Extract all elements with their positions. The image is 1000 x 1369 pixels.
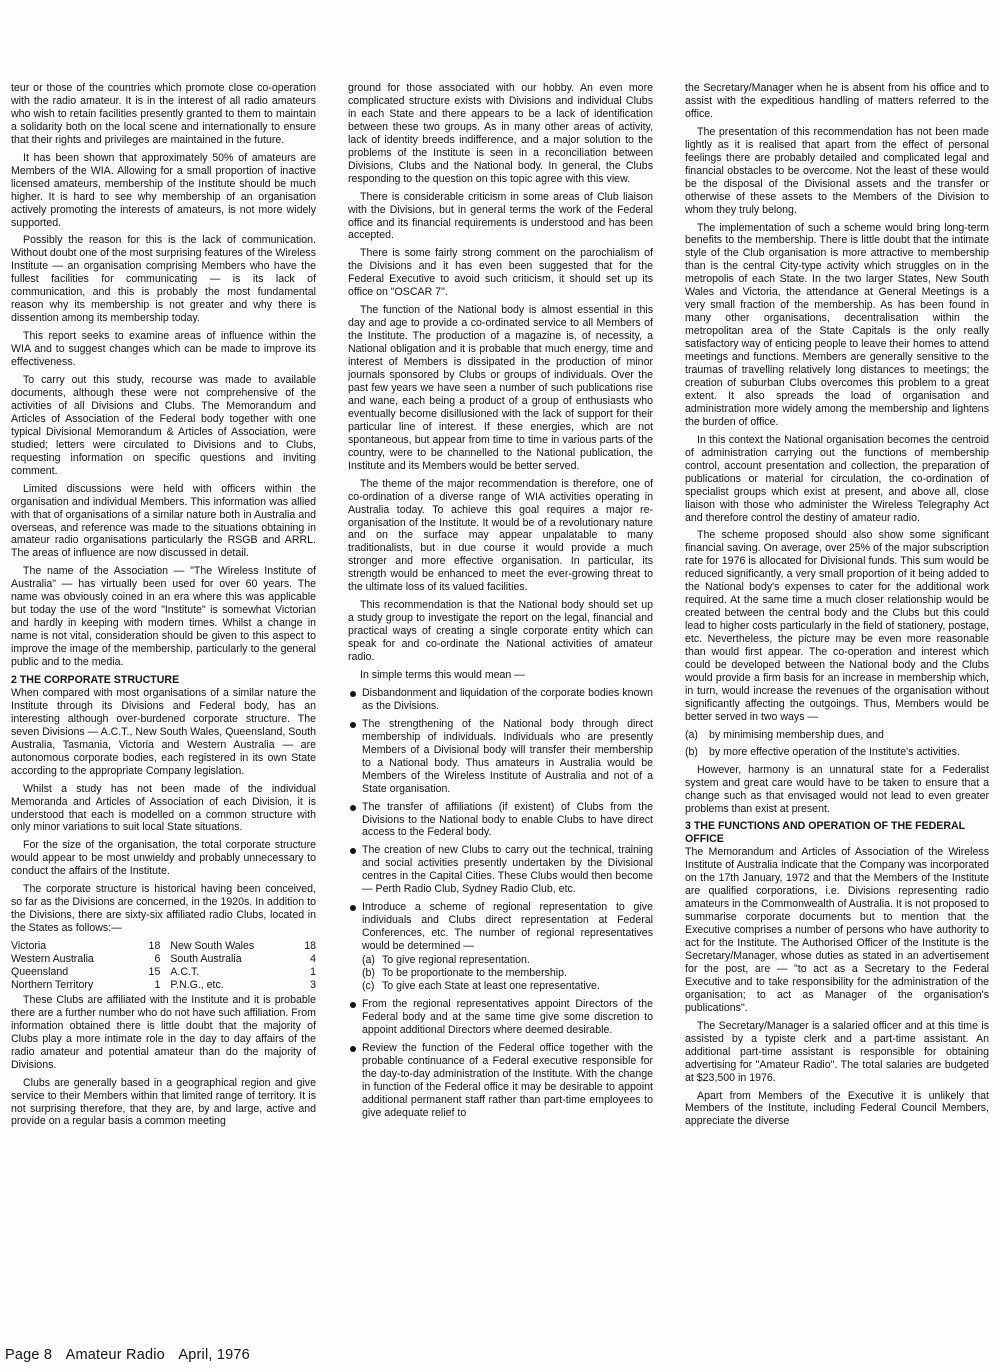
- page-footer: [5, 1346, 260, 1364]
- paragraph: To carry out this study, recourse was made to available documents, although these were not comprehensive of the activities of all Divisions and Clubs. The Memorandum and Articles of Association of the Federal body together with one typical Divisional Memorandum & Articles of Association, were studied; letters were circulated to Divisions and to Clubs, requesting information on specific questions and inviting comment.: [11, 374, 316, 477]
- paragraph: These Clubs are affiliated with the Institute and it is probable there are a further number who do not have such affiliation. From information obtained there is little doubt that the majority of Clubs play a more intimate role in the day to day affairs of the radio amateur and potential amateur than do the majority of Divisions.: [11, 993, 316, 1071]
- table-row: [11, 940, 316, 953]
- state-name: P.N.G., etc.: [170, 978, 224, 991]
- paragraph: The scheme proposed should also show some significant financial saving. On average, over 25% of the major subscription rate for 1976 is allocated for Divisional funds. This sum would be reduced significantly, a very small proportion of it being added to the National body's expenses to cater for the additional work required. At the same time a much closer relationship would be created between the central body and the Clubs but this could lead to higher costs particularly in the field of stationery, postage, etc. Nevertheless, the picture may be even more reasonable than would first appear. The co-operation and interest which could be developed between the National body and the Clubs would provide a firm basis for an increase in membership which, in turn, would increase the revenues of the organisation without significantly affecting the outgoings. Thus, Members would be better served in two ways —: [685, 529, 989, 723]
- option-item: [685, 729, 989, 742]
- club-count: 3: [310, 978, 316, 991]
- paragraph: The implementation of such a scheme would bring long-term benefits to the membership. There is little doubt that the intimate style of the Club organisation is more attractive to membership than is the central City-type activity which struggles on in the metropolis of each State. In the two larger States, New South Wales and Victoria, the attendance at General Meetings is a very small fraction of the membership. As has been found in many other organisations, decentralisation within the metropolitan area of the State Capitals is the only really satisfactory way of enticing people to leave their homes to attend meetings and functions. Members are generally sensitive to the traumas of travelling relatively long distances to meetings; the creation of suburban Clubs overcomes this problem to a great extent. It also spreads the load of organisation and administration more widely among the membership and lightens the burden of office.: [685, 221, 989, 428]
- column-3: [685, 82, 989, 1347]
- paragraph: Whilst a study has not been made of the individual Memoranda and Articles of Association of each Division, it is understood that each is modelled on a common structure with only minor variations to suit local State situations.: [11, 782, 316, 834]
- sub-item-label: (b): [362, 967, 375, 979]
- club-count: 15: [148, 966, 161, 978]
- option-list: [685, 729, 989, 759]
- list-item: [348, 801, 653, 840]
- footer-date: April, 1976: [178, 1347, 250, 1363]
- club-count: 18: [148, 940, 161, 953]
- list-item: [348, 844, 653, 896]
- list-item: [348, 998, 653, 1037]
- paragraph: The theme of the major recommendation is therefore, one of co-ordination of a diverse range of WIA activities operating in Australia today. To achieve this goal requires a major re-organisation of the Institute. It would be of a revolutionary nature and on the surface may appear unpalatable to many traditionalists, but in due course it would provide a much stronger and more effective organisation. In particular, its strength would be enhanced to meet the ever-growing threat to the ultimate loss of its valued facilities.: [348, 477, 653, 594]
- list-item-text: Introduce a scheme of regional representation to give individuals and Clubs direct representation at Federal Conferences, etc. The number of regional representatives would be determined —: [362, 901, 653, 953]
- paragraph: Limited discussions were held with officers within the organisation and individual Members. This information was allied with that of organisations of a similar nature both in Australia and overseas, and reference was made to the situations obtaining in amateur radio organisations particularly the RSGB and ARRL. The areas of influence are now discussed in detail.: [11, 482, 316, 560]
- section-heading: 2 THE CORPORATE STRUCTURE: [11, 673, 180, 686]
- column-1: [11, 82, 316, 1347]
- state-name: Western Australia: [11, 953, 94, 966]
- list-item-text: The strengthening of the National body through direct membership of individuals. Individuals who are presently Members of a Divisional body will transfer their membership to a National body. Thus amateurs in Australia would be Members of the Wireless Institute of Australia and not of a State organisation.: [362, 717, 653, 795]
- list-item-text: The creation of new Clubs to carry out the technical, training and social activities presently undertaken by the Divisional centres in the Capital Cities. These Clubs would then become — Perth Radio Club, Sydney Radio Club, etc.: [362, 844, 653, 896]
- paragraph: It has been shown that approximately 50% of amateurs are Members of the WIA. Allowing for a small proportion of inactive licensed amateurs, membership of the Institute should be much higher. It is hard to see why membership of an organisation actively promoting the interests of amateurs, is not more widely supported.: [11, 151, 316, 229]
- paragraph: teur or those of the countries which promote close co-operation with the radio amateur. It is in the interest of all radio amateurs who wish to retain facilities presently granted to them to maintain a solidarity both on the local scene and internationally to ensure that their rights and privileges are maintained in the future.: [11, 82, 316, 146]
- list-item-text: Disbandonment and liquidation of the corporate bodies known as the Divisions.: [362, 686, 653, 712]
- sub-item-text: To give each State at least one representative.: [382, 979, 600, 992]
- paragraph: There is considerable criticism in some areas of Club liaison with the Divisions, but in general terms the work of the Federal office and its financial requirements is understood and has been accepted.: [348, 190, 653, 242]
- paragraph: This report seeks to examine areas of influence within the WIA and to suggest changes which can be made to improve its effectiveness.: [11, 330, 316, 369]
- list-item-text: The transfer of affiliations (if existent) of Clubs from the Divisions to the National body to enable Clubs to have direct access to the Federal body.: [362, 800, 653, 839]
- paragraph: The name of the Association — "The Wireless Institute of Australia" — has virtually been used for over 60 years. The name was obviously coined in an era where this was applicable but today the use of the word "Institute" is somewhat Victorian and hardly in keeping with modern times. Whilst a change in name is not vital, consideration should be given to this aspect to improve the image of the membership, particularly to the general public and to the media.: [11, 565, 316, 669]
- sub-item-label: (c): [362, 979, 375, 992]
- club-count: 18: [304, 940, 316, 953]
- club-count: 4: [310, 953, 316, 966]
- table-row: [11, 979, 316, 992]
- option-text: by minimising membership dues, and: [709, 728, 884, 741]
- club-count: 6: [154, 953, 161, 966]
- list-item: [348, 1042, 653, 1120]
- option-text: by more effective operation of the Institute's activities.: [709, 745, 960, 758]
- paragraph: Apart from Members of the Executive it is unlikely that Members of the Institute, including Federal Council Members, appreciate the diverse: [685, 1089, 989, 1128]
- footer-page-number: Page 8: [5, 1347, 53, 1363]
- state-name: Victoria: [11, 940, 47, 953]
- list-item: [348, 901, 653, 993]
- list-item-text: From the regional representatives appoint Directors of the Federal body and at the same time give some discretion to appoint additional Directors where deemed desirable.: [362, 997, 653, 1036]
- paragraph: In this context the National organisation becomes the centroid of administration carrying out the functions of membership control, account presentation and collection, the preparation of publications or material for circulation, the co-ordination of specialist groups which exist at present, and above all, close liaison with those who administer the Wireless Telegraphy Act and therefore control the destiny of amateur radio.: [685, 433, 989, 524]
- bullet-list: [348, 687, 653, 1120]
- sub-item-text: To give regional representation.: [382, 954, 530, 967]
- list-item-text: Review the function of the Federal office together with the probable continuance of a Federal executive responsible for the day-to-day administration of the Institute. With the change in function of the Federal office it may be desirable to appoint additional permanent staff rather than part-time employees to give adequate relief to: [362, 1041, 653, 1119]
- club-count: 1: [154, 978, 161, 991]
- paragraph: The Secretary/Manager is a salaried officer and at this time is assisted by a typiste clerk and a part-time assistant. An additional part-time assistant is responsible for obtaining advertising for "Amateur Radio". The total salaries are budgeted at $23,500 in 1976.: [685, 1019, 989, 1084]
- list-item: [348, 687, 653, 713]
- paragraph: The corporate structure is historical having been conceived, so far as the Divisions are concerned, in the 1920s. In addition to the Divisions, there are sixty-six affiliated radio Clubs, located in the States as follows:—: [11, 883, 316, 935]
- state-name: New South Wales: [170, 940, 255, 953]
- table-row: [11, 953, 316, 966]
- state-name: Queensland: [11, 966, 69, 978]
- paragraph: When compared with most organisations of a similar nature the Institute through its Divisions and Federal body, has an interesting although over-burdened corporate structure. The seven Divisions — A.C.T., New South Wales, Queensland, South Australia, Tasmania, Victoria and Western Australia — are autonomous corporate bodies, each registered in its own State according to the appropriate Company legislation.: [11, 686, 316, 777]
- paragraph: There is some fairly strong comment on the parochialism of the Divisions and it has even been suggested that for the Federal Executive to avoid such criticism, it should set up its office on "OSCAR 7".: [348, 247, 653, 299]
- paragraph: ground for those associated with our hobby. An even more complicated structure exists with Divisions and individual Clubs in each State and there appears to be a lack of identification between these two groups. As in many other areas of activity, lack of identity breeds indifference, and a major solution to the problems of the Institute is seen in a reconciliation between Divisions, Clubs and the National body. In general, the Clubs responding to the question on this topic agree with this view.: [348, 82, 653, 185]
- state-name: Northern Territory: [11, 978, 94, 991]
- paragraph: In simple terms this would mean —: [360, 668, 525, 681]
- list-item: [348, 718, 653, 796]
- paragraph: Possibly the reason for this is the lack of communication. Without doubt one of the most surprising features of the Wireless Institute — an organisation comprising Members who have the fullest facilities for communicating — is its lack of communication, and this is probably the most fundamental reason why its membership is not greater and why there is dissention among its membership today.: [11, 234, 316, 325]
- footer-publication: Amateur Radio: [65, 1347, 165, 1363]
- option-item: [685, 746, 989, 759]
- paragraph: The presentation of this recommendation has not been made lightly as it is realised that apart from the effect of personal feelings there are probably detailed and complicated legal and financial obstacles to be overcome. Not the least of these would be the disposal of the Divisional assets and the transfer or otherwise of these assets to the Members of the Division to whom they truly belong.: [685, 125, 989, 216]
- paragraph: The Memorandum and Articles of Association of the Wireless Institute of Australia indicate that the Company was incorporated on the 17th January, 1972 and that the Members of the Institute are qualified corporations, i.e. Divisions representing radio amateurs in the Commonwealth of Australia. It is not proposed to summarise corporate documents but to mention that the Executive comprises a number of persons who have authority to act for the Institute. The Authorised Officer of the Institute is the Secretary/Manager, whose duties as stated in an advertisement for the post, are — "to act as a Secretary to the Federal Executive and to take responsibility for the administration of the organisation; to act as Manager of the organisation's publications".: [685, 846, 989, 1014]
- paragraph: For the size of the organisation, the total corporate structure would appear to be most unwieldy and probably unnecessary to conduct the affairs of the Institute.: [11, 839, 316, 878]
- sub-list-item: [362, 954, 653, 967]
- state-name: South Australia: [170, 953, 242, 966]
- sub-item-text: To be proportionate to the membership.: [382, 967, 567, 979]
- paragraph: the Secretary/Manager when he is absent from his office and to assist with the expeditious handling of matters referred to the office.: [685, 82, 989, 120]
- paragraph: This recommendation is that the National body should set up a study group to investigate the report on the legal, financial and practical ways of creating a single corporate entity which can speak for and co-ordinate the National activities of amateur radio.: [348, 599, 653, 664]
- paragraph: The function of the National body is almost essential in this day and age to provide a co-ordinated service to all Members of the Institute. The production of a magazine is, of necessity, a National obligation and it is probable that much energy, time and interest of Members is dissipated in the production of minor journals sponsored by Clubs or groups of individuals. Over the past few years we have seen a number of such publications rise and wane, each being a product of a group of enthusiasts who eventually become disillusioned with the lack of support for their particular line of interest. If these energies, which are not spontaneous, but appear from time to time in various parts of the country, were to be channelled to the National publication, the Institute and its Members would be better served.: [348, 304, 653, 472]
- sub-item-label: (a): [362, 954, 375, 967]
- club-count: 1: [310, 966, 316, 978]
- option-label: (b): [685, 745, 698, 758]
- state-name: A.C.T.: [170, 966, 200, 978]
- column-2: [348, 82, 653, 1347]
- clubs-by-state-table: [11, 940, 316, 992]
- section-heading: 3 THE FUNCTIONS AND OPERATION OF THE FEDERAL OFFICE: [685, 820, 965, 846]
- option-label: (a): [685, 728, 698, 741]
- sub-list: [362, 954, 653, 993]
- paragraph: However, harmony is an unnatural state for a Federalist system and great care would have to be taken to ensure that a change such as that envisaged would not lead to even greater problems than exist at present.: [685, 763, 989, 815]
- paragraph: Clubs are generally based in a geographical region and give service to their Members within that limited range of territory. It is not surprising therefore, that they are, by and large, active and provide on a regular basis a common meeting: [11, 1076, 316, 1128]
- sub-list-item: [362, 980, 653, 993]
- table-row: [11, 966, 316, 979]
- sub-list-item: [362, 967, 653, 980]
